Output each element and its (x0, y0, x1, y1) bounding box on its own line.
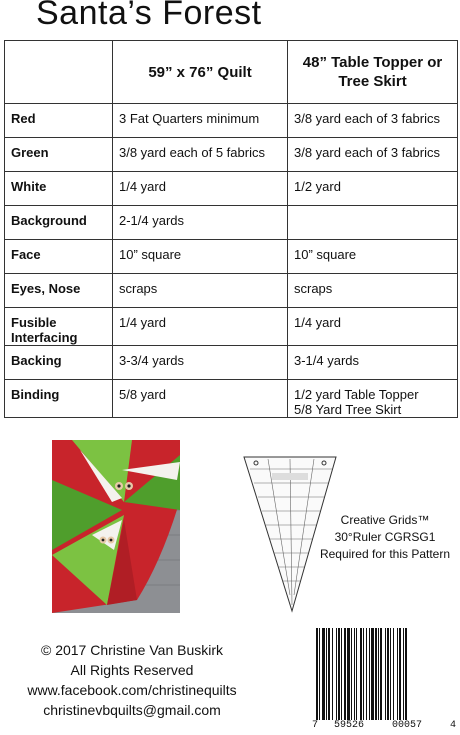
barcode-digits (312, 720, 458, 734)
topper-amount: 3/8 yard each of 3 fabrics (288, 138, 458, 172)
table-row (5, 308, 458, 346)
topper-amount (288, 206, 458, 240)
table-row (5, 138, 458, 172)
topper-amount: 1/2 yard Table Topper 5/8 Yard Tree Skirt (288, 380, 458, 418)
row-label: Background (5, 206, 113, 240)
website-link[interactable]: www.facebook.com/christinequilts (27, 682, 237, 698)
table-row (5, 274, 458, 308)
barcode-digit-group2: 00057 (392, 720, 423, 731)
topper-amount: 10” square (288, 240, 458, 274)
email-link[interactable]: christinevbquilts@gmail.com (43, 702, 221, 718)
quilt-amount: scraps (113, 274, 288, 308)
barcode-digit-prefix: 7 (312, 720, 319, 731)
ruler-model: 30°Ruler CGRSG1 (334, 530, 436, 544)
copyright-line: © 2017 Christine Van Buskirk (40, 642, 224, 658)
table-row (5, 206, 458, 240)
barcode (312, 628, 458, 732)
row-label: Face (5, 240, 113, 274)
ruler-note: Required for this Pattern (319, 547, 451, 561)
tree-skirt-image (52, 440, 180, 613)
topper-amount: 1/2 yard (288, 172, 458, 206)
table-row (5, 240, 458, 274)
quilt-amount: 5/8 yard (113, 380, 288, 418)
topper-amount: 3-1/4 yards (288, 346, 458, 380)
quilt-amount: 2-1/4 yards (113, 206, 288, 240)
header-quilt: 59” x 76” Quilt (113, 41, 288, 104)
header-table-topper: 48” Table Topper or Tree Skirt (288, 41, 458, 104)
quilt-amount: 1/4 yard (113, 172, 288, 206)
table-row (5, 172, 458, 206)
ruler-brand: Creative Grids™ (340, 513, 430, 527)
quilt-photo (52, 440, 180, 613)
row-label: Red (5, 104, 113, 138)
topper-amount: 1/4 yard (288, 308, 458, 346)
row-label: White (5, 172, 113, 206)
table-row (5, 104, 458, 138)
barcode-bars (312, 628, 458, 720)
table-header-row (5, 41, 458, 104)
fabric-requirements-table (4, 40, 458, 418)
topper-amount: 3/8 yard each of 3 fabrics (288, 104, 458, 138)
ruler-caption (312, 512, 458, 563)
quilt-amount: 10” square (113, 240, 288, 274)
quilt-amount: 3/8 yard each of 5 fabrics (113, 138, 288, 172)
row-label: Green (5, 138, 113, 172)
row-label: Binding (5, 380, 113, 418)
copyright-footer (10, 640, 254, 720)
rights-line: All Rights Reserved (70, 662, 194, 678)
quilt-amount: 1/4 yard (113, 308, 288, 346)
quilt-amount: 3-3/4 yards (113, 346, 288, 380)
row-label: Backing (5, 346, 113, 380)
barcode-digit-suffix: 4 (450, 720, 457, 731)
table-row (5, 346, 458, 380)
header-empty-cell (5, 41, 113, 104)
page-title: Santa’s Forest (36, 0, 262, 32)
topper-amount: scraps (288, 274, 458, 308)
row-label: Eyes, Nose (5, 274, 113, 308)
quilt-amount: 3 Fat Quarters minimum (113, 104, 288, 138)
row-label: Fusible Interfacing (5, 308, 113, 346)
table-row (5, 380, 458, 418)
barcode-digit-group1: 59526 (334, 720, 365, 731)
